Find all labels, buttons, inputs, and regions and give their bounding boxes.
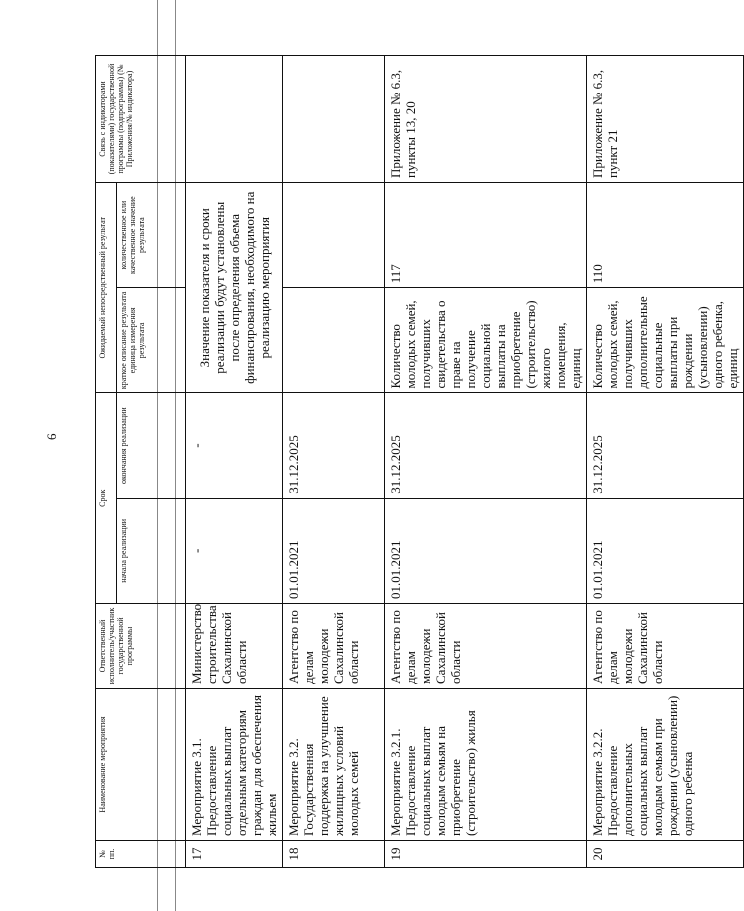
header-name: Наименование мероприятия [96,689,186,841]
result-quantity [283,183,385,288]
indicator-link: Приложение № 6.3, пункты 13, 20 [385,56,587,183]
row-number: 17 [186,841,283,868]
start-date: 01.01.2021 [385,498,587,603]
responsible: Министерство строительства Сахалинской области [186,604,283,689]
end-date: 31.12.2025 [283,393,385,498]
responsible: Агентство по делам молодежи Сахалинской области [283,604,385,689]
header-quantity: количественное или качественное значение результата [117,183,186,288]
activity-name: Мероприятие 3.2. Государственная поддержка на улучшение жилищных условий молодых семей [283,689,385,841]
result-quantity: 110 [587,183,744,288]
activity-name: Мероприятие 3.2.1. Предоставление социальных выплат молодым семьям на приобретение (строительство) жилья [385,689,587,841]
row-number: 19 [385,841,587,868]
row-number: 20 [587,841,744,868]
indicator-link [186,56,283,183]
indicator-link: Приложение № 6.3, пункт 21 [587,56,744,183]
activities-table [95,55,744,868]
header-end: окончания реализации [117,393,186,498]
header-start: начала реализации [117,498,186,603]
table-row [186,56,283,868]
result-note: Значение показателя и сроки реализации будут установлены после определения объема финансирования, необходимого на реализацию мероприятия [186,183,283,394]
table-row [587,56,744,868]
end-date: 31.12.2025 [385,393,587,498]
start-date: 01.01.2021 [587,498,744,603]
table-row [385,56,587,868]
start-date: 01.01.2021 [283,498,385,603]
responsible: Агентство по делам молодежи Сахалинской области [385,604,587,689]
result-description: Количество молодых семей, получивших свидетельства о праве на получение социальной выплаты на приобретение (строительство) жилого помещения, единиц [385,288,587,393]
header-no: № пп. [96,841,186,868]
header-link: Связь с индикаторами (показателями) государственной программы (подпрограммы) (№ Приложения/№ индикатора) [96,56,186,183]
header-result: Ожидаемый непосредственный результат [96,183,117,394]
start-date: - [186,498,283,603]
rotated-table-wrapper [95,55,740,868]
responsible: Агентство по делам молодежи Сахалинской области [587,604,744,689]
header-description: краткое описание результата единица измерения результата [117,288,186,393]
indicator-link [283,56,385,183]
end-date: - [186,393,283,498]
result-quantity: 117 [385,183,587,288]
result-description [283,288,385,393]
activity-name: Мероприятие 3.1. Предоставление социальных выплат отдельным категориям граждан для обеспечения жильем [186,689,283,841]
activity-name: Мероприятие 3.2.2. Предоставление дополнительных социальных выплат молодым семьям при рождении (усыновлении) одного ребенка [587,689,744,841]
end-date: 31.12.2025 [587,393,744,498]
table-row [283,56,385,868]
result-description: Количество молодых семей, получивших дополнительные социальные выплаты при рождении (усыновлении) одного ребенка, единиц [587,288,744,393]
header-term: Срок [96,393,117,604]
page-number: 6 [44,433,59,440]
row-number: 18 [283,841,385,868]
header-responsible: Ответственный исполнитель/участник государственной программы [96,604,186,689]
